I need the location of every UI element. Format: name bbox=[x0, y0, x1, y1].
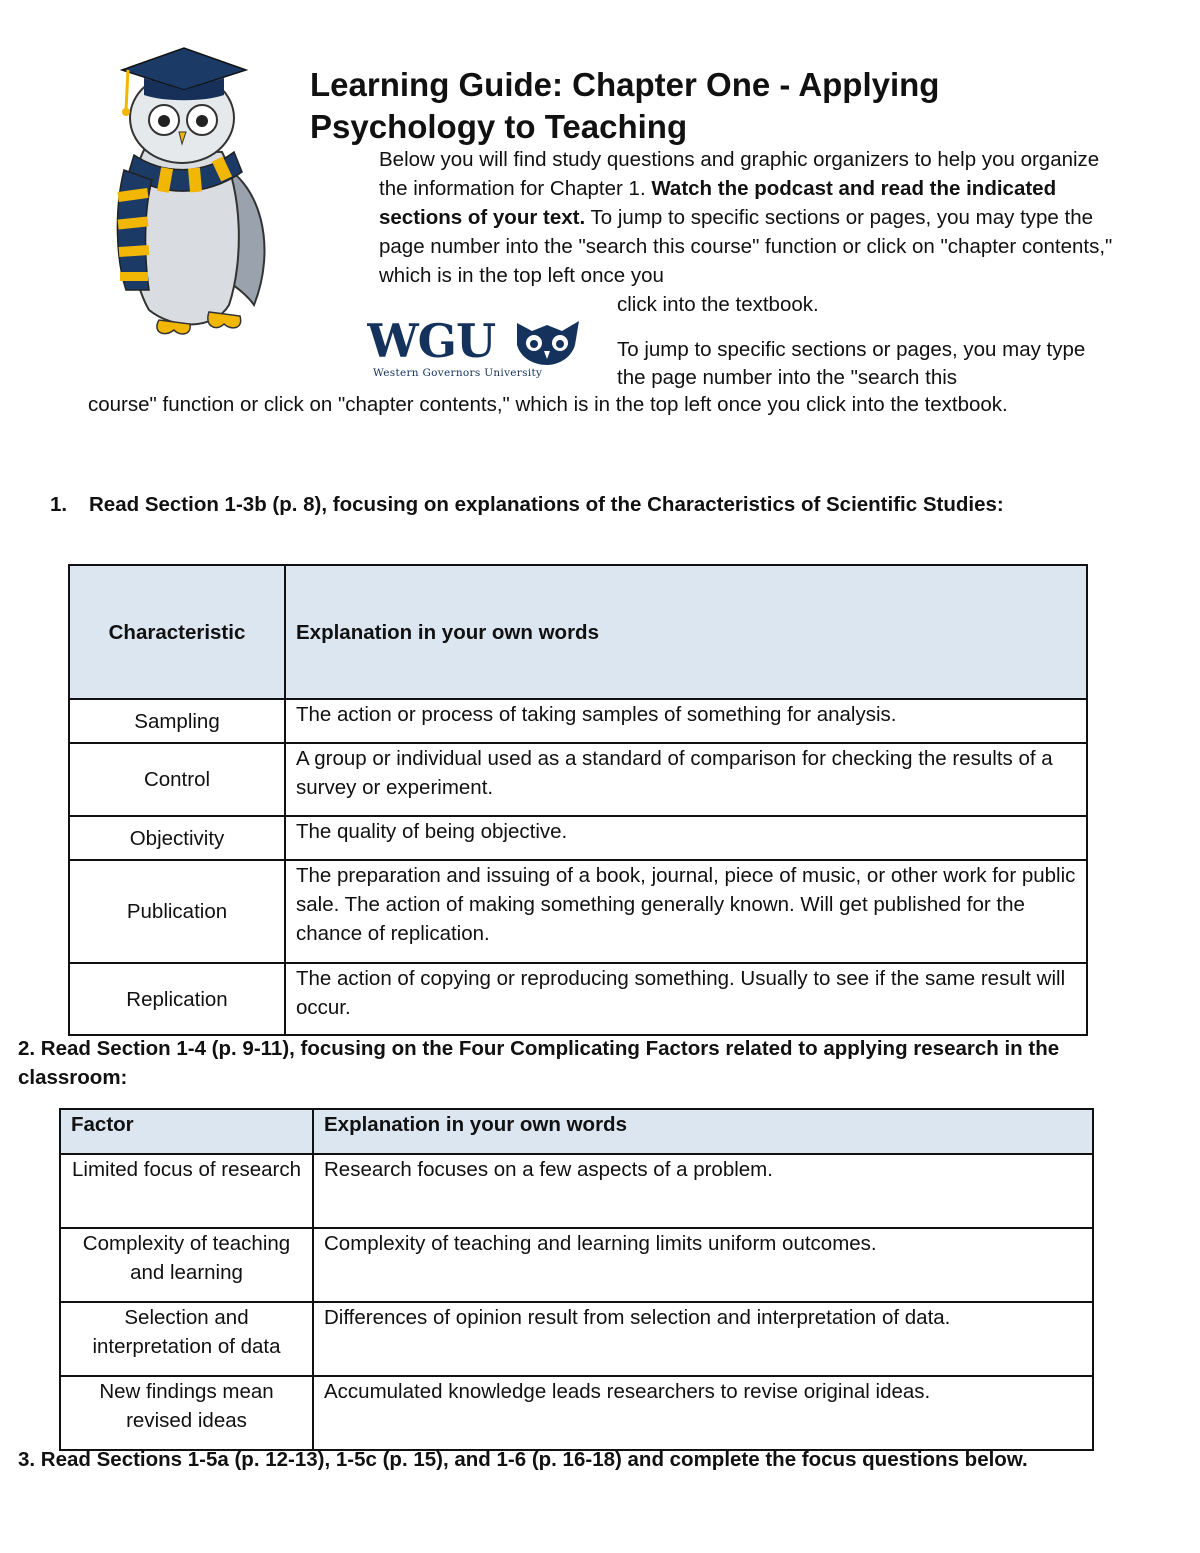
explanation-cell[interactable]: The action or process of taking samples of something for analysis. bbox=[285, 699, 1087, 743]
factor-cell: Complexity of teaching and learning bbox=[60, 1228, 313, 1302]
characteristics-table bbox=[68, 564, 1088, 1036]
table-row bbox=[69, 860, 1087, 963]
explanation-cell[interactable]: Complexity of teaching and learning limits uniform outcomes. bbox=[313, 1228, 1093, 1302]
wgu-logo bbox=[367, 315, 589, 381]
characteristic-cell: Replication bbox=[69, 963, 285, 1035]
column-header: Explanation in your own words bbox=[285, 565, 1087, 699]
explanation-cell[interactable]: The preparation and issuing of a book, journal, piece of music, or other work for public sale. The action of making something generally known. Will get published for the chance of replication. bbox=[285, 860, 1087, 963]
intro-bold-instruction: Watch the podcast and read the indicated sections of your text. bbox=[379, 177, 1057, 229]
explanation-cell[interactable]: The action of copying or reproducing something. Usually to see if the same result will occur. bbox=[285, 963, 1087, 1035]
intro-tail: click into the textbook. bbox=[617, 293, 819, 316]
explanation-cell[interactable]: A group or individual used as a standard of comparison for checking the results of a survey or experiment. bbox=[285, 743, 1087, 816]
owl-mascot-image bbox=[104, 40, 279, 350]
question-1-text: Read Section 1-3b (p. 8), focusing on explanations of the Characteristics of Scientific Studies: bbox=[89, 493, 1004, 516]
intro-text-1: Below you will find study questions and graphic organizers to help you organize the information for Chapter 1. bbox=[379, 148, 1100, 200]
owl-logo-icon bbox=[517, 321, 579, 365]
question-1-number: 1. bbox=[50, 493, 68, 516]
intro-text-2: To jump to specific sections or pages, you may type the page number into the "search this course" function or click on "chapter contents," which is in the top left once you bbox=[379, 206, 1113, 287]
repeat-instruction-line: To jump to specific sections or pages, you may type the page number into the "search this bbox=[617, 338, 1086, 389]
table-row bbox=[69, 816, 1087, 860]
question-1 bbox=[50, 490, 1090, 519]
repeat-instruction-rest: course" function or click on "chapter contents," which is in the top left once you click into the textbook. bbox=[88, 393, 1008, 416]
characteristic-cell: Sampling bbox=[69, 699, 285, 743]
column-header: Explanation in your own words bbox=[313, 1109, 1093, 1154]
page-title: Learning Guide: Chapter One - Applying Psychology to Teaching bbox=[310, 66, 940, 145]
explanation-cell[interactable]: The quality of being objective. bbox=[285, 816, 1087, 860]
intro-paragraph bbox=[379, 145, 1124, 290]
factor-cell: Limited focus of research bbox=[60, 1154, 313, 1228]
table-row bbox=[60, 1376, 1093, 1450]
characteristic-cell: Publication bbox=[69, 860, 285, 963]
characteristic-cell: Control bbox=[69, 743, 285, 816]
wgu-subtitle: Western Governors University bbox=[373, 367, 543, 379]
question-3: 3. Read Sections 1-5a (p. 12-13), 1-5c (p. 15), and 1-6 (p. 16-18) and complete the focus questions below. bbox=[18, 1448, 1028, 1471]
factors-table bbox=[59, 1108, 1094, 1451]
characteristic-cell: Objectivity bbox=[69, 816, 285, 860]
table-header-row bbox=[69, 565, 1087, 699]
table-row bbox=[69, 963, 1087, 1035]
table-row bbox=[60, 1228, 1093, 1302]
column-header: Factor bbox=[60, 1109, 313, 1154]
explanation-cell[interactable]: Differences of opinion result from selection and interpretation of data. bbox=[313, 1302, 1093, 1376]
table-row bbox=[60, 1302, 1093, 1376]
factor-cell: New findings mean revised ideas bbox=[60, 1376, 313, 1450]
table-row bbox=[69, 699, 1087, 743]
table-header-row bbox=[60, 1109, 1093, 1154]
factor-cell: Selection and interpretation of data bbox=[60, 1302, 313, 1376]
explanation-cell[interactable]: Research focuses on a few aspects of a problem. bbox=[313, 1154, 1093, 1228]
table-row bbox=[69, 743, 1087, 816]
wgu-wordmark: WGU bbox=[367, 315, 496, 368]
question-2: 2. Read Section 1-4 (p. 9-11), focusing on the Four Complicating Factors related to applying research in the classroom: bbox=[18, 1037, 1060, 1089]
table-row bbox=[60, 1154, 1093, 1228]
column-header: Characteristic bbox=[69, 565, 285, 699]
explanation-cell[interactable]: Accumulated knowledge leads researchers to revise original ideas. bbox=[313, 1376, 1093, 1450]
